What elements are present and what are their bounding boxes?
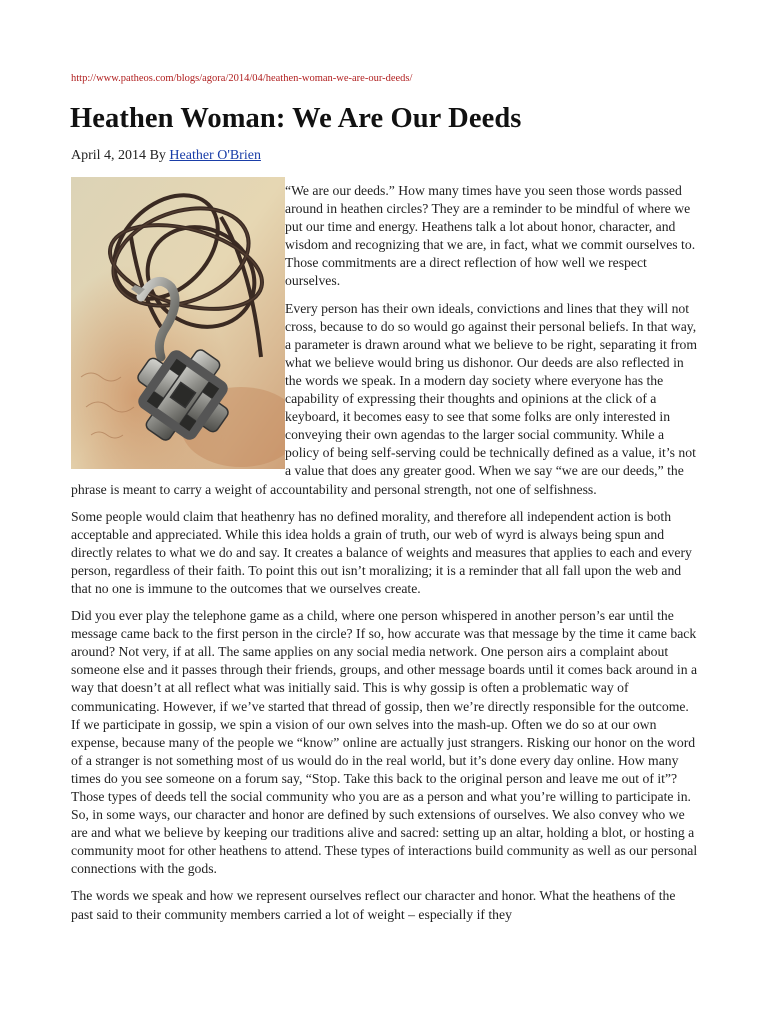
article-title: Heathen Woman: We Are Our Deeds (70, 103, 522, 134)
source-url-link[interactable]: http://www.patheos.com/blogs/agora/2014/04/heathen-woman-we-are-our-deeds/ (71, 73, 413, 84)
post-date: April 4, 2014 (71, 148, 147, 163)
author-link[interactable]: Heather O'Brien (169, 148, 261, 163)
paragraph-4: Did you ever play the telephone game as a child, where one person whispered in another person’s ear until the message came back to the first person in the circle? If so, how accurate was that message by the time it came back around? Not very, if at all. The same applies on any social media network. One person airs a complaint about someone else and it passes through their friends, groups, and other message boards until it comes back around in a way that doesn’t at all reflect what was initially said. This is why gossip is often a problematic way of communicating. However, if we’ve started that thread of gossip, then we’re directly responsible for the outcome. If we participate in gossip, we spin a vision of our own selves into the mash-up. Often we do so at our own expense, because many of the people we “know” online are actually just strangers. Risking our honor on the word of a stranger is not something most of us would do in the real world, but it’s done every day online. How many times do you see someone on a forum say, “Stop. Take this back to the original person and leave me out of it”? Those types of deeds tell the social community who you are as a person and what you’re willing to participate in. So, in some ways, our character and honor are defined by such extensions of ourselves. We also convey who we are and what we believe by keeping our traditions alive and sacred: setting up an altar, holding a blot, or hosting a community moot for other heathens to attend. These types of interactions build community as well as our personal connections with the gods. (71, 608, 698, 877)
paragraph-5: The words we speak and how we represent ourselves reflect our character and honor. What the heathens of the past said to their community members carried a lot of weight – especially if they (71, 888, 676, 922)
paragraph-3: Some people would claim that heathenry has no defined morality, and therefore all independent action is both acceptable and appreciated. While this idea holds a grain of truth, our web of wyrd is always being spun and directly relates to what we do and say. It creates a balance of weights and measures that applies to each and every person, regardless of their faith. To point this out isn’t moralizing; it is a reminder that all fall upon the web and that no one is immune to the outcomes that we ourselves create. (71, 508, 692, 596)
byline-by: By (149, 148, 166, 163)
pendant-photo-image (71, 177, 285, 469)
pendant-photo (71, 177, 285, 469)
article-body (71, 182, 698, 933)
paragraph-2: Every person has their own ideals, convictions and lines that they will not cross, because to do so would go against their personal beliefs. In that way, a parameter is drawn around what we believe to be right, separating it from what we believe would bring us dishonor. Our deeds are also reflected in the words we speak. In a modern day society where everyone has the capability of expressing their thoughts and opinions at the click of a keyboard, it becomes easy to see that some folks are only interested in conveying their own agendas to the larger social community. While a policy of being self-serving could be technically defined as a value, it’s not a value that does any greater good. When we say “we are our deeds,” the phrase is meant to carry a weight of accountability and personal strength, not one of selfishness. (71, 300, 697, 497)
byline (71, 148, 261, 164)
paragraph-1: “We are our deeds.” How many times have you seen those words passed around in heathen circles? They are a reminder to be mindful of where we put our time and energy. Heathens talk a lot about honor, character, and wisdom and recognizing that we are, in fact, what we commit ourselves to. Those commitments are a direct reflection of how well we respect ourselves. (285, 183, 696, 289)
